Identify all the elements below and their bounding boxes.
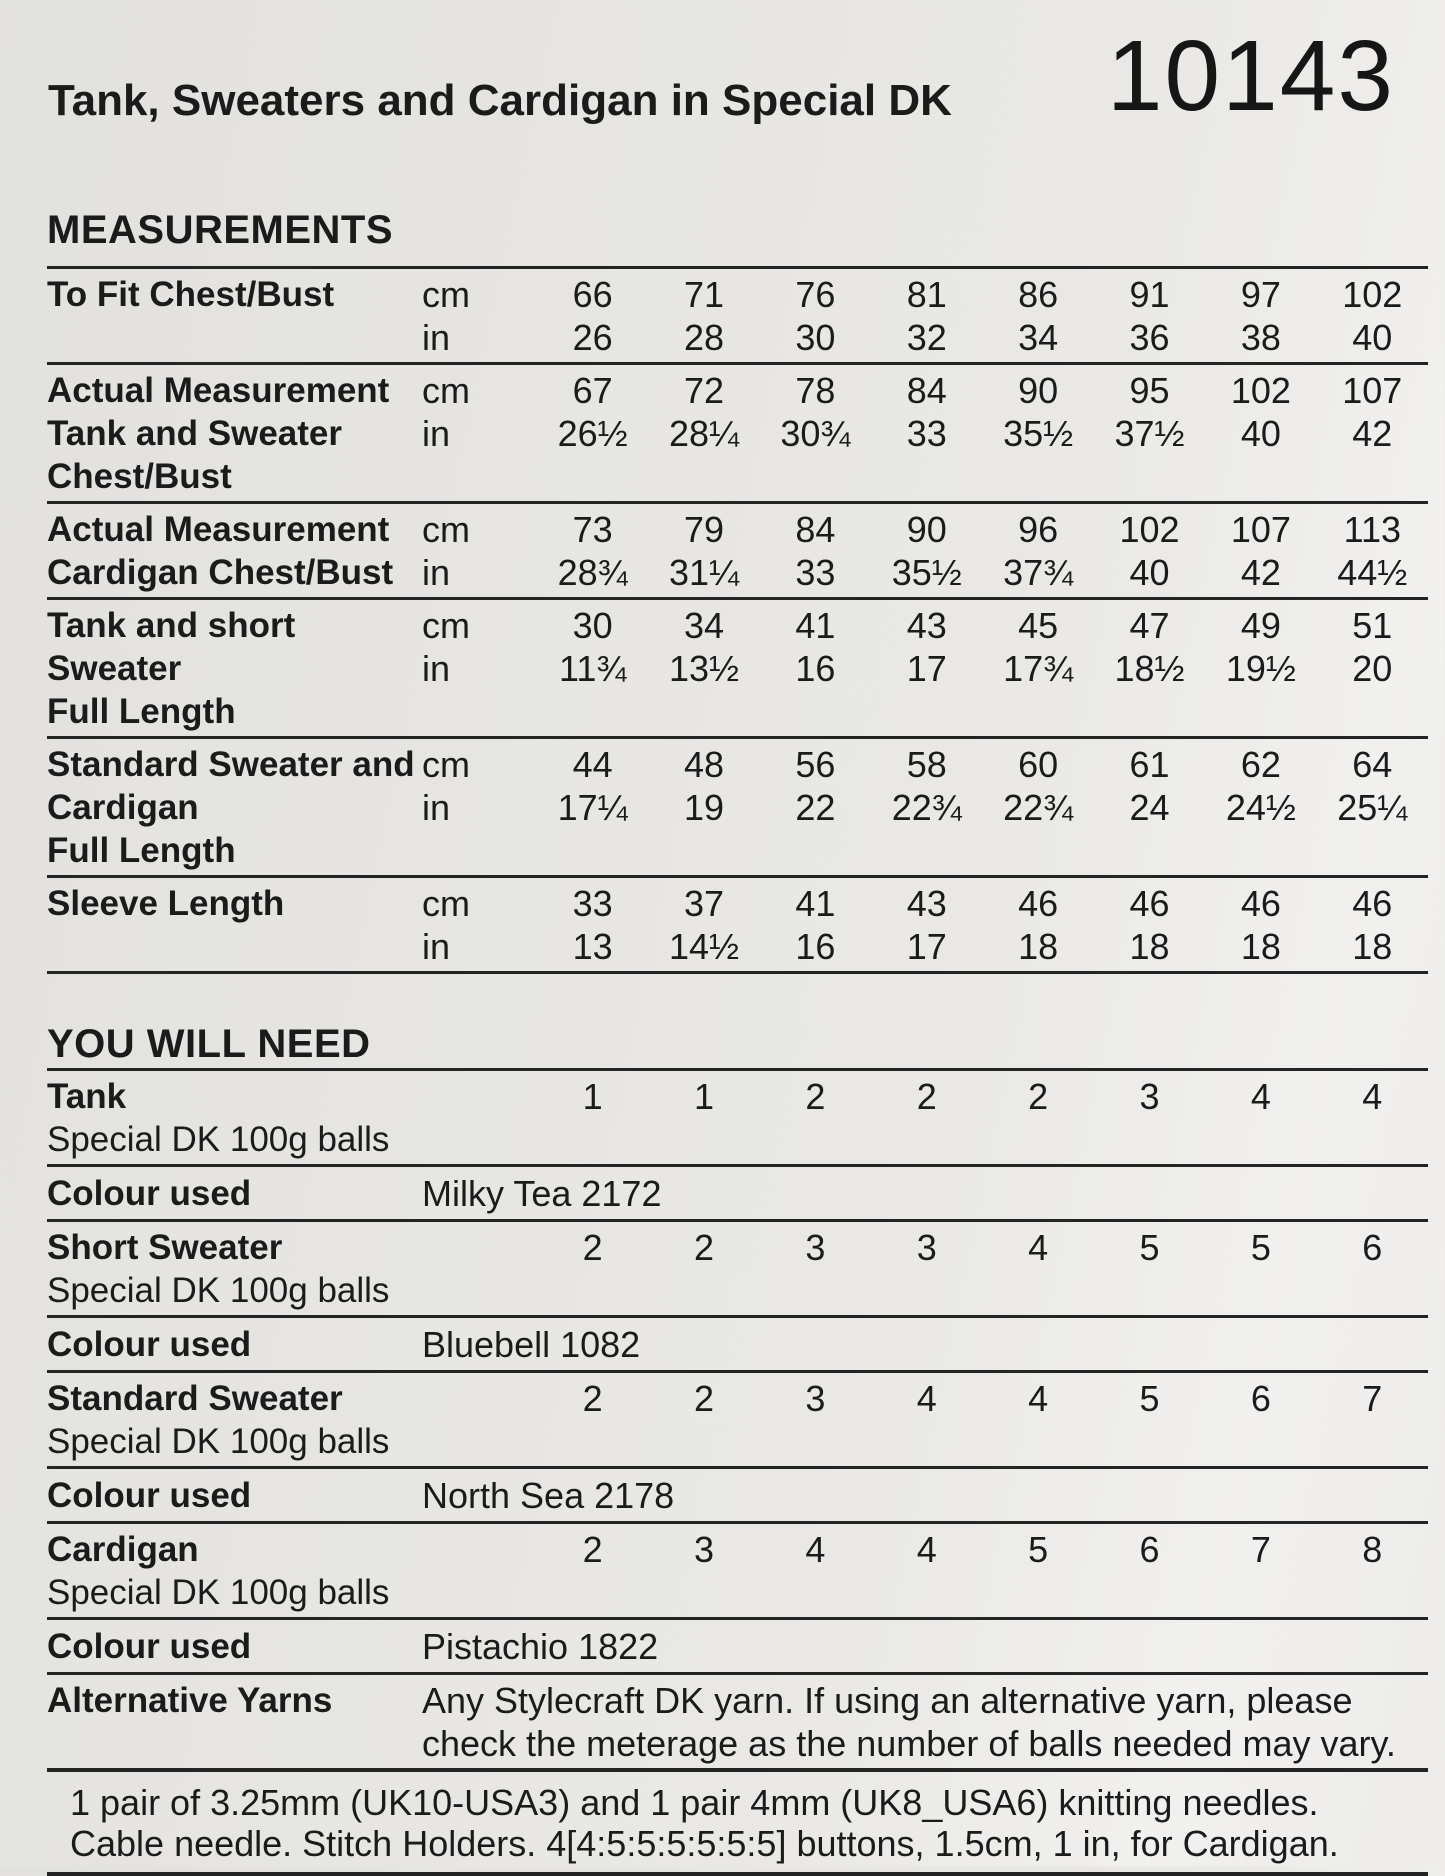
size-value-cm: 90 (1018, 370, 1059, 411)
colour-used-label: Colour used (47, 1174, 252, 1213)
size-value-in: 17¾ (1003, 648, 1074, 689)
size-value-cm: 102 (1119, 509, 1180, 550)
unit-in-label: in (422, 413, 451, 454)
balls-count-cell: 3 (805, 1378, 826, 1419)
measurement-label (47, 273, 422, 359)
size-value-in: 28¼ (669, 413, 740, 454)
size-value-cell (1205, 273, 1316, 359)
size-value-cell (1094, 743, 1205, 872)
size-value-cm: 43 (906, 605, 947, 646)
size-value-cell (1205, 882, 1316, 968)
size-value-in: 22¾ (891, 787, 962, 828)
balls-count-cell: 4 (805, 1529, 826, 1570)
measurements-table (47, 266, 1428, 974)
balls-count-cell: 4 (1250, 1076, 1271, 1117)
balls-count-cell: 3 (916, 1227, 937, 1268)
colour-name-value: Milky Tea 2172 (422, 1173, 662, 1214)
size-value-in: 32 (906, 317, 947, 358)
size-value-cell (983, 369, 1094, 498)
size-value-cm: 84 (906, 370, 947, 411)
balls-count-cell: 6 (1362, 1227, 1383, 1268)
size-value-in: 35½ (1003, 413, 1074, 454)
size-value-in: 40 (1240, 413, 1281, 454)
size-value-in: 16 (795, 926, 836, 967)
size-value-cm: 33 (572, 883, 613, 924)
yarn-spec: Special DK 100g balls (47, 1422, 390, 1461)
measurement-row (47, 365, 1428, 504)
balls-count-cell: 2 (694, 1227, 715, 1268)
size-value-cell (537, 882, 648, 968)
size-value-in: 42 (1352, 413, 1393, 454)
size-value-cell (648, 604, 759, 733)
unit-in-label: in (422, 648, 451, 689)
balls-count-cell: 3 (805, 1227, 826, 1268)
size-value-cm: 47 (1129, 605, 1170, 646)
measurement-label (47, 604, 422, 733)
size-value-in: 19 (684, 787, 725, 828)
balls-count-cell: 7 (1250, 1529, 1271, 1570)
size-value-in: 33 (906, 413, 947, 454)
unit-in-label: in (422, 926, 451, 967)
measurement-row (47, 269, 1428, 365)
measurement-label-line: Cardigan (47, 788, 199, 827)
size-value-cm: 44 (572, 744, 613, 785)
you-will-need-table (47, 1068, 1428, 1772)
size-value-in: 34 (1018, 317, 1059, 358)
measurement-row (47, 878, 1428, 974)
size-value-in: 42 (1240, 552, 1281, 593)
size-value-cell (871, 369, 982, 498)
balls-count-cell: 4 (1028, 1227, 1049, 1268)
size-value-in: 44½ (1337, 552, 1408, 593)
size-value-cell (760, 743, 871, 872)
measurement-label (47, 369, 422, 498)
size-value-cm: 81 (906, 274, 947, 315)
balls-label (47, 1226, 537, 1312)
size-value-cm: 76 (795, 274, 836, 315)
size-value-cm: 51 (1352, 605, 1393, 646)
size-value-cm: 96 (1018, 509, 1059, 550)
unit-cm-label: cm (422, 744, 470, 785)
measurement-label-line: Actual Measurement (47, 371, 390, 410)
size-value-cm: 79 (684, 509, 725, 550)
size-value-cell (1205, 508, 1316, 594)
size-value-cell (1317, 882, 1428, 968)
size-value-cell (648, 508, 759, 594)
size-value-in: 38 (1240, 317, 1281, 358)
size-value-cm: 37 (684, 883, 725, 924)
size-value-in: 30¾ (780, 413, 851, 454)
measurement-label-line: Tank and short (47, 606, 296, 645)
size-value-cell (760, 508, 871, 594)
size-value-in: 18 (1129, 926, 1170, 967)
unit-in-label: in (422, 787, 451, 828)
size-value-cm: 41 (795, 605, 836, 646)
size-value-cm: 113 (1343, 509, 1402, 550)
size-value-in: 31¼ (669, 552, 740, 593)
unit-cm-label: cm (422, 509, 470, 550)
size-value-cell (537, 743, 648, 872)
size-value-cm: 58 (906, 744, 947, 785)
size-value-in: 19½ (1225, 648, 1296, 689)
size-value-cm: 45 (1018, 605, 1059, 646)
colour-used-label: Colour used (47, 1476, 252, 1515)
size-value-cm: 97 (1240, 274, 1281, 315)
size-value-cm: 56 (795, 744, 836, 785)
unit-cell (422, 273, 537, 359)
size-value-cell (983, 604, 1094, 733)
size-value-cell (537, 604, 648, 733)
unit-cm-label: cm (422, 370, 470, 411)
size-value-cell (1094, 882, 1205, 968)
balls-count-cell: 6 (1139, 1529, 1160, 1570)
size-value-cm: 90 (906, 509, 947, 550)
size-value-cm: 62 (1240, 744, 1281, 785)
footer-line: Cable needle. Stitch Holders. 4[4:5:5:5:5:5:5] buttons, 1.5cm, 1 in, for Cardigan. (70, 1823, 1339, 1864)
colour-used-row (47, 1318, 1428, 1373)
size-value-cm: 46 (1352, 883, 1393, 924)
measurement-label (47, 882, 422, 968)
balls-count-cell: 1 (694, 1076, 715, 1117)
size-value-cm: 60 (1018, 744, 1059, 785)
size-value-cell (760, 882, 871, 968)
size-value-cm: 41 (795, 883, 836, 924)
size-value-in: 26 (572, 317, 613, 358)
size-value-cell (1094, 508, 1205, 594)
balls-count-cell: 4 (1028, 1378, 1049, 1419)
balls-count-cell: 8 (1362, 1529, 1383, 1570)
size-value-cm: 46 (1240, 883, 1281, 924)
size-value-cell (871, 882, 982, 968)
size-value-cell (1317, 743, 1428, 872)
balls-count-cell: 5 (1250, 1227, 1271, 1268)
size-value-cell (537, 369, 648, 498)
size-value-cm: 107 (1342, 370, 1403, 411)
measurement-row (47, 600, 1428, 739)
balls-count-cell: 5 (1139, 1378, 1160, 1419)
size-value-cell (537, 273, 648, 359)
measurement-label-line: Sweater (47, 649, 182, 688)
size-value-in: 28 (684, 317, 725, 358)
unit-cm-label: cm (422, 274, 470, 315)
balls-count-cell: 2 (916, 1076, 937, 1117)
yarn-spec: Special DK 100g balls (47, 1271, 390, 1310)
page-title: Tank, Sweaters and Cardigan in Special DK (48, 76, 952, 125)
size-value-in: 17 (906, 648, 947, 689)
size-value-cell (1205, 604, 1316, 733)
balls-count-cell: 5 (1139, 1227, 1160, 1268)
size-value-cm: 46 (1129, 883, 1170, 924)
size-value-cell (1317, 369, 1428, 498)
size-value-in: 26½ (557, 413, 628, 454)
balls-count-cell: 2 (694, 1378, 715, 1419)
size-value-in: 33 (795, 552, 836, 593)
size-value-in: 22¾ (1003, 787, 1074, 828)
unit-cell (422, 882, 537, 968)
measurement-label-line: Full Length (47, 831, 236, 870)
size-value-cell (760, 273, 871, 359)
size-value-in: 18 (1240, 926, 1281, 967)
size-value-cell (1205, 369, 1316, 498)
size-value-cm: 84 (795, 509, 836, 550)
size-value-cm: 71 (684, 274, 725, 315)
unit-in-label: in (422, 552, 451, 593)
balls-count-cell: 2 (805, 1076, 826, 1117)
size-value-cell (760, 369, 871, 498)
size-value-cm: 61 (1129, 744, 1170, 785)
footer-note (47, 1772, 1428, 1876)
balls-count-cell: 4 (1362, 1076, 1383, 1117)
garment-name: Standard Sweater (47, 1379, 343, 1418)
balls-count-cell: 2 (1028, 1076, 1049, 1117)
measurement-label (47, 743, 422, 872)
balls-label (47, 1528, 537, 1614)
size-value-in: 17 (906, 926, 947, 967)
size-value-cm: 102 (1230, 370, 1291, 411)
size-value-in: 14½ (669, 926, 740, 967)
size-value-cm: 91 (1129, 274, 1170, 315)
size-value-cm: 34 (684, 605, 725, 646)
unit-cell (422, 508, 537, 594)
size-value-cell (983, 743, 1094, 872)
measurement-label-line: Standard Sweater and (47, 745, 415, 784)
size-value-in: 28¾ (557, 552, 628, 593)
balls-count-cell: 4 (916, 1378, 937, 1419)
measurement-label-line: Tank and Sweater (47, 414, 343, 453)
size-value-cell (648, 273, 759, 359)
balls-label (47, 1075, 537, 1161)
size-value-cm: 102 (1342, 274, 1403, 315)
colour-name-value: North Sea 2178 (422, 1475, 675, 1516)
size-value-cm: 107 (1230, 509, 1291, 550)
measurement-label-line: To Fit Chest/Bust (47, 275, 335, 314)
measurement-label-line: Chest/Bust (47, 457, 232, 496)
size-value-cell (760, 604, 871, 733)
balls-count-cell: 3 (1139, 1076, 1160, 1117)
size-value-in: 40 (1352, 317, 1393, 358)
size-value-in: 35½ (891, 552, 962, 593)
size-value-in: 25¼ (1337, 787, 1408, 828)
size-value-cell (537, 508, 648, 594)
balls-row (47, 1373, 1428, 1469)
alternative-yarns-label: Alternative Yarns (47, 1681, 333, 1720)
size-value-in: 13 (572, 926, 613, 967)
size-value-cell (983, 882, 1094, 968)
colour-used-row (47, 1620, 1428, 1675)
balls-row (47, 1071, 1428, 1167)
size-value-cm: 86 (1018, 274, 1059, 315)
size-value-cm: 66 (572, 274, 613, 315)
size-value-cm: 49 (1240, 605, 1281, 646)
size-value-cell (871, 743, 982, 872)
size-value-cell (1094, 273, 1205, 359)
balls-row (47, 1222, 1428, 1318)
pattern-number: 10143 (1106, 20, 1395, 132)
size-value-cm: 30 (572, 605, 613, 646)
size-value-cell (648, 369, 759, 498)
size-value-cell (648, 882, 759, 968)
size-value-cell (871, 604, 982, 733)
colour-used-row (47, 1167, 1428, 1222)
measurement-row (47, 739, 1428, 878)
balls-count-cell: 2 (582, 1227, 603, 1268)
size-value-in: 13½ (669, 648, 740, 689)
unit-cell (422, 369, 537, 498)
balls-count-cell: 2 (582, 1529, 603, 1570)
colour-used-row (47, 1469, 1428, 1524)
size-value-in: 20 (1352, 648, 1393, 689)
size-value-cell (1094, 369, 1205, 498)
balls-count-cell: 2 (582, 1378, 603, 1419)
colour-name-value: Pistachio 1822 (422, 1626, 659, 1667)
measurement-label-line: Actual Measurement (47, 510, 390, 549)
you-will-need-heading: YOU WILL NEED (47, 1022, 371, 1066)
size-value-in: 30 (795, 317, 836, 358)
size-value-cell (1317, 604, 1428, 733)
unit-cell (422, 743, 537, 872)
alternative-yarns-row (47, 1675, 1428, 1772)
yarn-spec: Special DK 100g balls (47, 1573, 390, 1612)
size-value-cell (871, 273, 982, 359)
size-value-cell (1317, 273, 1428, 359)
size-value-in: 18 (1018, 926, 1059, 967)
size-value-in: 36 (1129, 317, 1170, 358)
balls-count-cell: 3 (694, 1529, 715, 1570)
balls-count-cell: 4 (916, 1529, 937, 1570)
size-value-cm: 48 (684, 744, 725, 785)
measurement-label-line: Cardigan Chest/Bust (47, 553, 394, 592)
size-value-cell (1205, 743, 1316, 872)
colour-used-label: Colour used (47, 1325, 252, 1364)
size-value-cm: 67 (572, 370, 613, 411)
size-value-cm: 46 (1018, 883, 1059, 924)
footer-line: 1 pair of 3.25mm (UK10-USA3) and 1 pair 4mm (UK8_USA6) knitting needles. (70, 1782, 1319, 1823)
unit-cell (422, 604, 537, 733)
size-value-cell (1094, 604, 1205, 733)
size-value-cm: 43 (906, 883, 947, 924)
measurements-heading: MEASUREMENTS (47, 208, 394, 252)
unit-in-label: in (422, 317, 451, 358)
size-value-in: 11¾ (558, 648, 627, 689)
size-value-cm: 95 (1129, 370, 1170, 411)
size-value-cell (648, 743, 759, 872)
garment-name: Cardigan (47, 1530, 199, 1569)
size-value-cell (871, 508, 982, 594)
size-value-cm: 73 (572, 509, 613, 550)
balls-count-cell: 1 (582, 1076, 603, 1117)
size-value-in: 18 (1352, 926, 1393, 967)
balls-count-cell: 6 (1250, 1378, 1271, 1419)
balls-label (47, 1377, 537, 1463)
size-value-cm: 72 (684, 370, 725, 411)
size-value-in: 17¼ (557, 787, 628, 828)
colour-name-value: Bluebell 1082 (422, 1324, 641, 1365)
measurement-label-line: Full Length (47, 692, 236, 731)
size-value-in: 18½ (1114, 648, 1185, 689)
measurement-label (47, 508, 422, 594)
balls-count-cell: 7 (1362, 1378, 1383, 1419)
size-value-in: 24 (1129, 787, 1170, 828)
yarn-spec: Special DK 100g balls (47, 1120, 390, 1159)
unit-cm-label: cm (422, 605, 470, 646)
size-value-cm: 78 (795, 370, 836, 411)
size-value-in: 24½ (1225, 787, 1296, 828)
balls-row (47, 1524, 1428, 1620)
unit-cm-label: cm (422, 883, 470, 924)
size-value-cell (1317, 508, 1428, 594)
measurement-label-line: Sleeve Length (47, 884, 285, 923)
garment-name: Tank (47, 1077, 127, 1116)
size-value-in: 37½ (1114, 413, 1185, 454)
size-value-in: 40 (1129, 552, 1170, 593)
size-value-cell (983, 508, 1094, 594)
balls-count-cell: 5 (1028, 1529, 1049, 1570)
size-value-in: 16 (795, 648, 836, 689)
page-header (47, 0, 1428, 150)
alternative-yarns-text: Any Stylecraft DK yarn. If using an alternative yarn, please check the meterage as the number of balls needed may vary. (422, 1680, 1396, 1764)
measurement-row (47, 504, 1428, 600)
colour-used-label: Colour used (47, 1627, 252, 1666)
size-value-cell (983, 273, 1094, 359)
size-value-in: 22 (795, 787, 836, 828)
size-value-in: 37¾ (1003, 552, 1074, 593)
garment-name: Short Sweater (47, 1228, 283, 1267)
size-value-cm: 64 (1352, 744, 1393, 785)
